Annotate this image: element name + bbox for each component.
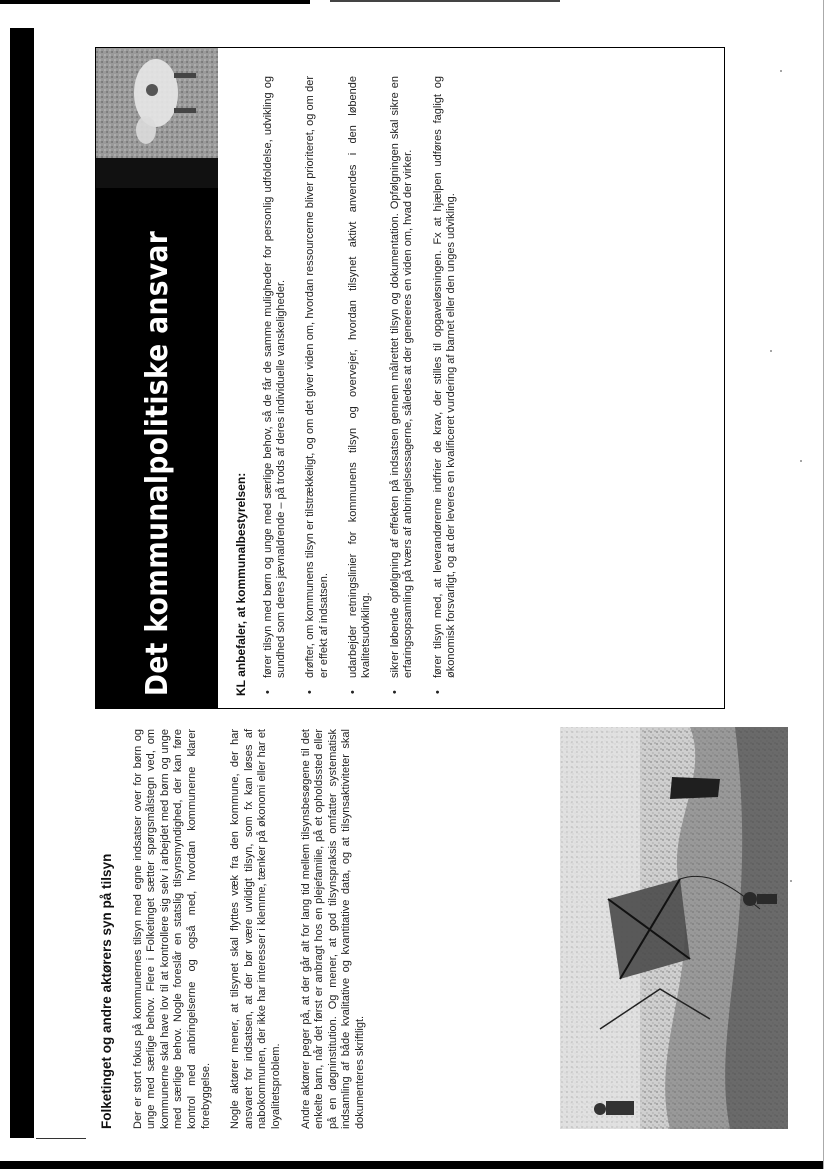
list-item-text: drøfter, om kommunens tilsyn er tilstrækkeligt, og om det giver viden om, hvordan ressourcerne bliver prioriteret, og om der er effekt af indsatsen. (304, 76, 330, 678)
list-item (262, 76, 288, 696)
body-paragraph: Nogle aktører mener, at tilsynet skal flyttes væk fra den kommune, der har ansvaret for indsatsen, at der bør være uvildigt tilsyn, som fx kan løses af nabokommunen, der ikke har interesser i klemme, tænker på økonomi eller har et loyalitetsproblem. (229, 729, 282, 1129)
box-title: Det kommunalpolitiske ansvar (140, 230, 175, 696)
bullet-icon: • (431, 690, 444, 694)
kite-photo (560, 727, 788, 1129)
cow-photo (96, 48, 218, 188)
recommendation-heading: KL anbefaler, at kommunalbestyrelsen: (234, 472, 248, 696)
list-item-text: fører tilsyn med børn og unge med særlige behov, så de får de samme muligheder for personlig udfoldelse, udvikling og sundhed som deres jævnaldrende – på trods af deres individuelle vanskeligheder. (262, 76, 288, 678)
list-item (304, 76, 330, 696)
recommendation-list (262, 76, 474, 696)
list-item-text: fører tilsyn med, at leverandørerne indfrier de krav, der stilles til opgaveløsningen. Fx at hjælpen udføres fagligt og økonomisk forsvarligt, og at der leveres en kvalificeret vurdering af barnet eller den unges udvikling. (431, 76, 457, 678)
bullet-icon: • (304, 690, 317, 694)
body-paragraph: Andre aktører peger på, at der går alt for lang tid mellem tilsynsbesøgene til det enkelte barn, når det først er anbragt hos en plejefamilie, på et opholdssted eller på en døgninstitution. Og mener, at god tilsynspraksis omfatter systematisk indsamling af både kvalitative og kvantitative data, og at tilsynsaktiviteter skal dokumenteres skriftligt. (299, 729, 366, 1129)
bullet-icon: • (346, 690, 359, 694)
list-item (389, 76, 415, 696)
body-paragraph: Der er stort fokus på kommunernes tilsyn med egne indsatser over for børn og unge med særlige behov. Flere i Folketinget sætter spørgsmålstegn ved, om kommunerne skal have lov til at kontrollere sig selv i arbejdet med børn og unge med særlige behov. Nogle foreslår en statslig tilsynsmyndighed, der kan føre kontrol med anbringelserne og også med, hvordan kommunerne klarer forebyggelse. (131, 729, 212, 1129)
kite-photo-image (560, 727, 788, 1129)
list-item-text: udarbejder retningslinier for kommunens tilsyn og overvejer, hvordan tilsynet aktivt anvendes i den løbende kvalitetsudvikling. (346, 76, 373, 678)
list-item (432, 76, 458, 696)
section-heading: Folketinget og andre aktørers syn på tilsyn (99, 853, 114, 1129)
list-item-text: sikrer løbende opfølgning af effekten på indsatsen gennem målrettet tilsyn og dokumentation. Opfølgningen skal sikre en erfaringsopsamling på tværs af anbringelsessagerne, således at der genereres en viden om, hvad der virker. (389, 76, 415, 678)
bullet-icon: • (262, 690, 274, 694)
list-item (347, 76, 373, 696)
left-column (100, 729, 384, 1129)
bullet-icon: • (389, 690, 402, 694)
policy-box (95, 47, 725, 709)
title-banner (96, 48, 218, 708)
